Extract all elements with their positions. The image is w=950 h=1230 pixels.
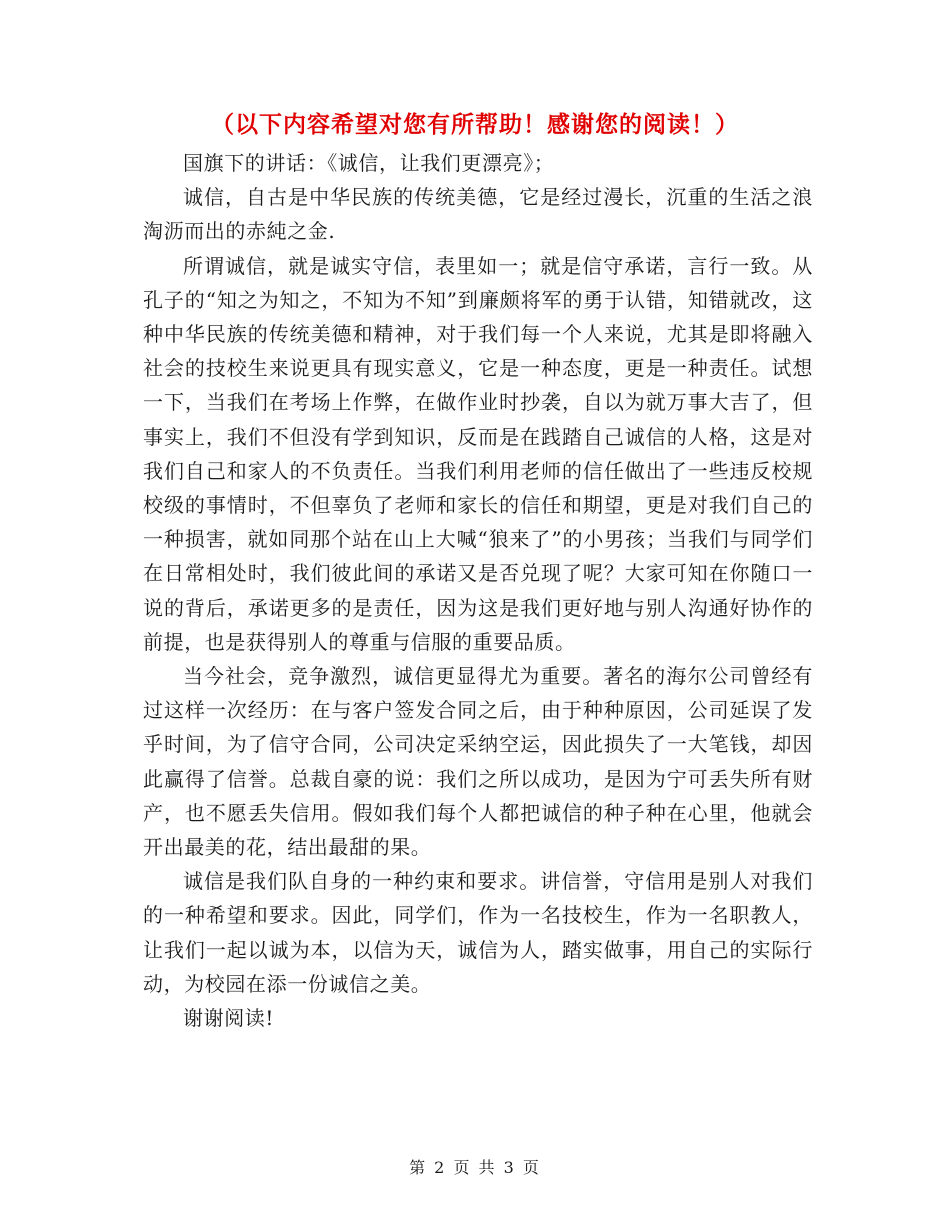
paragraph-1: 诚信，自古是中华民族的传统美德，它是经过漫长，沉重的生活之浪淘沥而出的赤純之金. bbox=[143, 185, 813, 244]
speech-title: 国旗下的讲话：《诚信，让我们更漂亮》； bbox=[183, 151, 555, 175]
paragraph-3: 当今社会，竞争激烈，诚信更显得尤为重要。著名的海尔公司曾经有过这样一次经历：在与客户签发合同之后，由于种种原因，公司延误了发乎时间，为了信守合同，公司决定采纳空运，因此损失了一大笔钱，却因此赢得了信誉。总裁自豪的说：我们之所以成功，是因为宁可丢失所有财产，也不愿丢失信用。假如我们每个人都把诚信的种子种在心里，他就会开出最美的花，结出最甜的果。 bbox=[143, 664, 813, 860]
document-body bbox=[143, 146, 813, 1035]
paragraph-4: 诚信是我们队自身的一种约束和要求。讲信誉，守信用是别人对我们的一种希望和要求。因此，同学们，作为一名技校生，作为一名职教人，让我们一起以诚为本，以信为天，诚信为人，踏实做事，用自己的实际行动，为校园在添一份诚信之美。 bbox=[143, 869, 813, 996]
banner-text: （以下内容希望对您有所帮助！感谢您的阅读！） bbox=[211, 111, 739, 138]
closing-line: 谢谢阅读! bbox=[183, 1006, 275, 1031]
paragraph-2: 所谓诚信，就是诚实守信，表里如一；就是信守承诺，言行一致。从孔子的“知之为知之，不知为不知”到廉颇将军的勇于认错，知错就改，这种中华民族的传统美德和精神，对于我们每一个人来说，尤其是即将融入社会的技校生来说更具有现实意义，它是一种态度，更是一种责任。试想一下，当我们在考场上作弊，在做作业时抄袭，自以为就万事大吉了，但事实上，我们不但没有学到知识，反而是在践踏自己诚信的人格，这是对我们自己和家人的不负责任。当我们利用老师的信任做出了一些违反校规校级的事情时，不但辜负了老师和家长的信任和期望，更是对我们自己的一种损害，就如同那个站在山上大喊“狼来了”的小男孩；当我们与同学们在日常相处时，我们彼此间的承诺又是否兑现了呢？大家可知在你随口一说的背后，承诺更多的是责任，因为这是我们更好地与别人沟通好协作的前提，也是获得别人的尊重与信服的重要品质。 bbox=[143, 253, 813, 654]
page-footer: 第 2 页 共 3 页 bbox=[409, 1158, 541, 1177]
